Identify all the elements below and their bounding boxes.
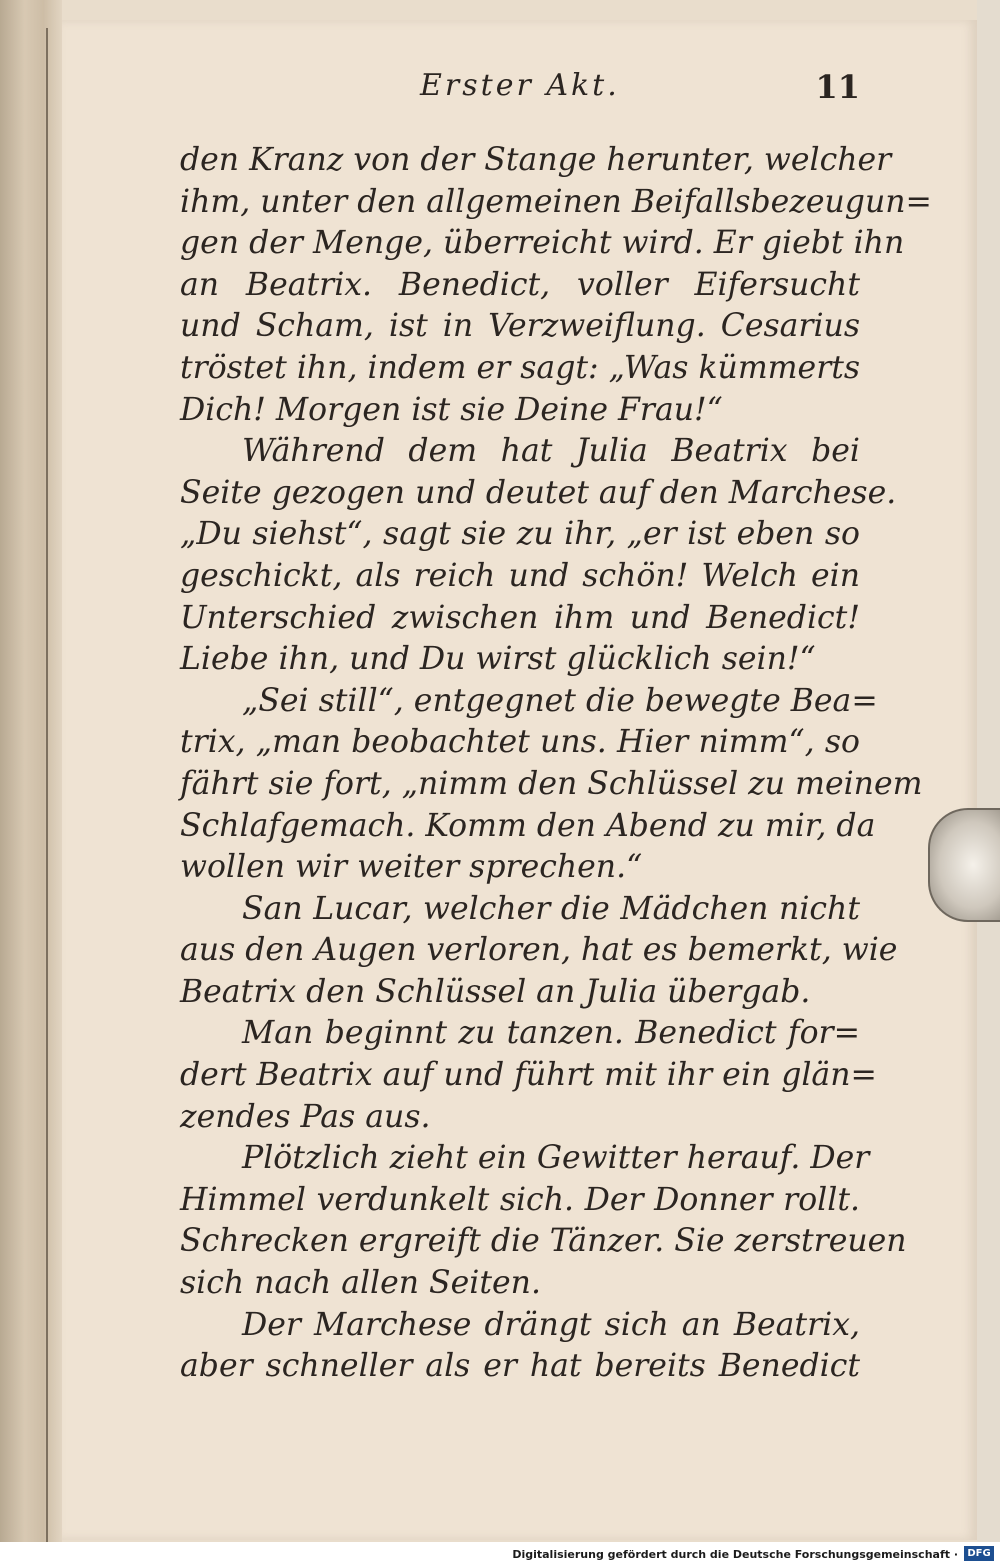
text-line: den Kranz von der Stange herunter, welcher [180, 142, 892, 178]
text-line: trix, „man beobachtet uns. Hier nimm“, so [180, 724, 860, 761]
text-line: Während dem hat Julia Beatrix bei [242, 433, 860, 470]
text-line: geschickt, als reich und schön! Welch ein [180, 557, 860, 594]
text-line: wollen wir weiter sprechen.“ [180, 849, 643, 886]
text-line: „Sei still“, entgegnet die bewegte Bea= [242, 682, 878, 719]
scan-footer [0, 1542, 1000, 1564]
text-line: fährt sie fort, „nimm den Schlüssel zu meinem [180, 765, 923, 802]
text-line: Plötzlich zieht ein Gewitter herauf. Der [242, 1140, 870, 1177]
text-line: Unterschied zwischen ihm und Benedict! [180, 599, 860, 636]
dfg-logo-icon: DFG [964, 1546, 994, 1561]
text-line: tröstet ihn, indem er sagt: „Was kümmerts [180, 349, 861, 386]
running-title: Erster Akt. [420, 68, 620, 103]
text-line: sich nach allen Seiten. [180, 1265, 541, 1302]
page-clip [928, 808, 1000, 922]
text-line: „Du siehst“, sagt sie zu ihr, „er ist eben so [180, 516, 860, 553]
body-text [180, 140, 932, 1388]
text-line: Liebe ihn, und Du wirst glücklich sein!“ [180, 641, 816, 678]
text-line: aber schneller als er hat bereits Benedict [180, 1348, 860, 1385]
funding-credit: Digitalisierung gefördert durch die Deutsche Forschungsgemeinschaft · [512, 1548, 958, 1561]
text-line: Schrecken ergreift die Tänzer. Sie zerstreuen [180, 1223, 907, 1260]
text-line: San Lucar, welcher die Mädchen nicht [242, 890, 860, 927]
text-line: Man beginnt zu tanzen. Benedict for= [242, 1015, 860, 1052]
text-line: gen der Menge, überreicht wird. Er giebt ihn [180, 225, 905, 262]
binding-edge [46, 28, 48, 1548]
text-line: zendes Pas aus. [180, 1098, 431, 1135]
text-line: Dich! Morgen ist sie Deine Frau!“ [180, 391, 723, 428]
book-gutter [0, 0, 62, 1560]
page-header [180, 68, 860, 116]
text-line: an Beatrix. Benedict, voller Eifersucht [180, 266, 860, 303]
text-line: und Scham, ist in Verzweiflung. Cesarius [180, 308, 860, 345]
text-line: ihm, unter den allgemeinen Beifallsbezeugun= [180, 183, 932, 220]
text-line: Himmel verdunkelt sich. Der Donner rollt. [180, 1181, 860, 1218]
text-line: Beatrix den Schlüssel an Julia übergab. [180, 973, 811, 1010]
page-number: 11 [815, 68, 860, 106]
text-line: Schlafgemach. Komm den Abend zu mir, da [180, 807, 876, 844]
text-line: Seite gezogen und deutet auf den Marchese. [180, 474, 897, 511]
text-line: aus den Augen verloren, hat es bemerkt, wie [180, 932, 898, 969]
scan-margin [977, 0, 1000, 1560]
text-line: Der Marchese drängt sich an Beatrix, [242, 1306, 860, 1343]
text-line: dert Beatrix auf und führt mit ihr ein glän= [180, 1057, 877, 1094]
